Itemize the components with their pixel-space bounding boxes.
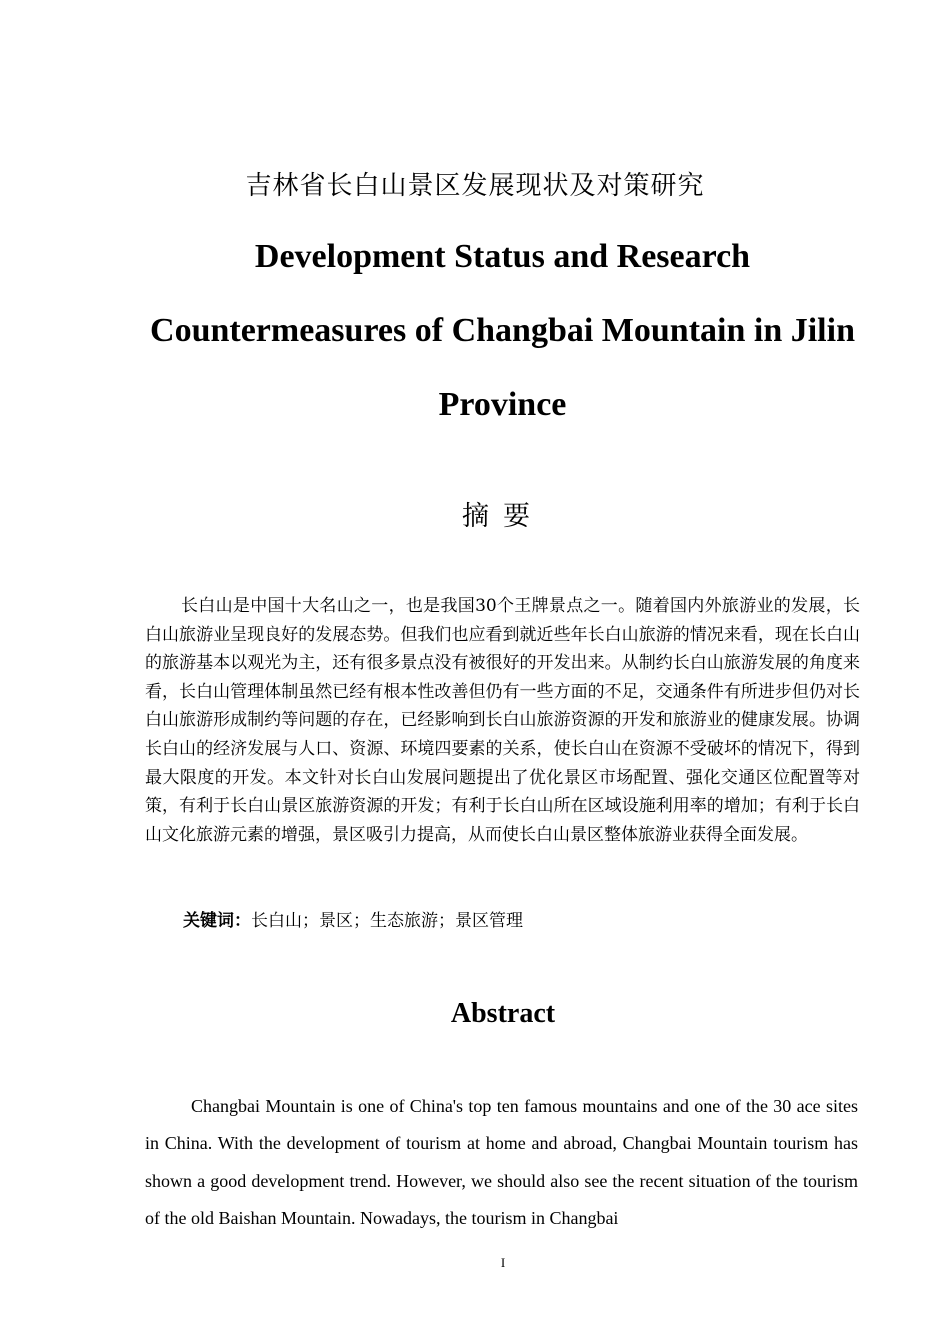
chinese-abstract-body: 长白山是中国十大名山之一，也是我国30个王牌景点之一。随着国内外旅游业的发展，长白山旅游业呈现良好的发展态势。但我们也应看到就近些年长白山旅游的情况来看，现在长白山的旅游基本以观光为主，还有很多景点没有被很好的开发出来。从制约长白山旅游发展的角度来看，长白山管理体制虽然已经有根本性改善但仍有一些方面的不足，交通条件有所进步但仍对长白山旅游形成制约等问题的存在，已经影响到长白山旅游资源的开发和旅游业的健康发展。协调长白山的经济发展与人口、资源、环境四要素的关系，使长白山在资源不受破坏的情况下，得到最大限度的开发。本文针对长白山发展问题提出了优化景区市场配置、强化交通区位配置等对策，有利于长白山景区旅游资源的开发；有利于长白山所在区域设施利用率的增加；有利于长白山文化旅游元素的增强，景区吸引力提高，从而使长白山景区整体旅游业获得全面发展。 — [145, 596, 860, 845]
english-abstract-heading: Abstract — [450, 998, 556, 1029]
keywords-text: 长白山；景区；生态旅游；景区管理 — [251, 911, 523, 931]
page-number: I — [500, 1255, 506, 1270]
chinese-title: 吉林省长白山景区发展现状及对策研究 — [245, 171, 705, 201]
keywords-label: 关键词： — [183, 911, 251, 931]
english-abstract-body: Changbai Mountain is one of China's top ten famous mountains and one of the 30 ace sites in China. With the development of tourism at home and abroad, Changbai Mountain tourism has shown a good development trend. However, we should also see the recent situation of the tourism of the old Baishan Mountain. Nowadays, the tourism in Changbai — [145, 1096, 858, 1229]
keywords-line — [183, 907, 863, 935]
english-title: Development Status and Research Countermeasures of Changbai Mountain in Jilin Province — [150, 238, 855, 423]
chinese-abstract-heading: 摘要 — [462, 501, 544, 532]
